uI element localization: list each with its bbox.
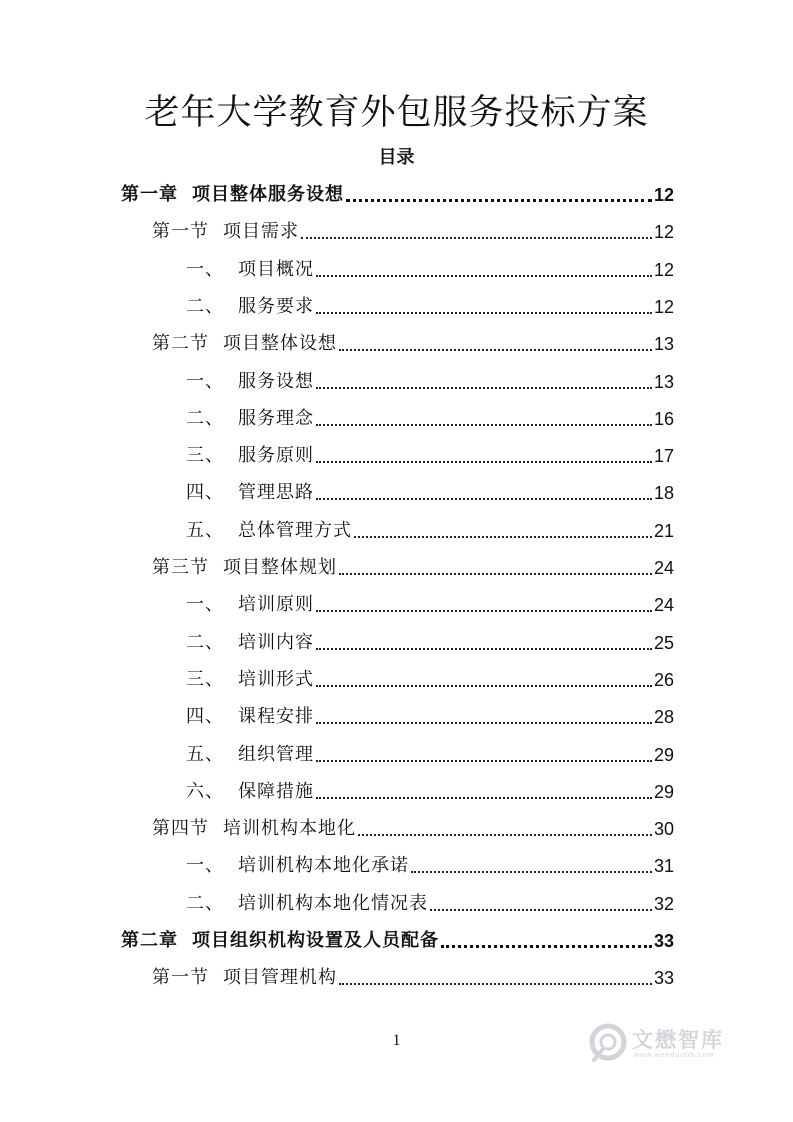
toc-entry[interactable] bbox=[186, 400, 674, 430]
toc-entry-number: 一、 bbox=[186, 258, 224, 280]
toc-entry[interactable] bbox=[186, 661, 674, 691]
toc-entry-title bbox=[121, 930, 439, 952]
toc-entry-number: 第一节 bbox=[152, 967, 209, 989]
toc-entry-number: 第二节 bbox=[152, 333, 209, 355]
toc-entry[interactable] bbox=[186, 885, 674, 915]
toc-entry-page: 13 bbox=[653, 371, 674, 392]
toc-entry-page: 29 bbox=[653, 781, 674, 802]
toc-entry-title bbox=[186, 482, 314, 504]
toc-entry-text: 项目整体设想 bbox=[223, 333, 337, 355]
toc-entry[interactable] bbox=[186, 363, 674, 393]
toc-entry-page: 12 bbox=[653, 296, 674, 317]
toc-entry-page: 33 bbox=[653, 968, 674, 989]
toc-entry[interactable] bbox=[121, 176, 674, 206]
toc-entry-number: 一、 bbox=[186, 855, 224, 877]
toc-entry-number: 第三节 bbox=[152, 557, 209, 578]
toc-entry[interactable] bbox=[152, 810, 674, 840]
toc-entry[interactable] bbox=[186, 773, 674, 803]
toc-entry-page: 24 bbox=[653, 558, 674, 578]
watermark bbox=[588, 1020, 758, 1070]
toc-entry-title bbox=[186, 781, 314, 803]
toc-leader-dots bbox=[316, 498, 652, 500]
toc-entry-number: 二、 bbox=[186, 892, 224, 914]
toc-entry-page: 30 bbox=[653, 819, 674, 840]
toc-entry-title bbox=[186, 893, 428, 915]
toc-entry[interactable] bbox=[152, 549, 674, 579]
toc-entry-page: 31 bbox=[653, 856, 674, 877]
toc-entry-text: 项目管理机构 bbox=[223, 967, 337, 989]
toc-entry-number: 第二章 bbox=[121, 930, 178, 951]
toc-entry-text: 服务要求 bbox=[238, 295, 314, 317]
toc-entry-title bbox=[186, 371, 314, 393]
toc-entry-text: 培训原则 bbox=[238, 594, 314, 616]
toc-entry[interactable] bbox=[186, 437, 674, 467]
toc-leader-dots bbox=[316, 424, 652, 426]
toc-entry-text: 服务设想 bbox=[238, 370, 314, 392]
toc-entry-title bbox=[186, 744, 314, 766]
toc-leader-dots bbox=[316, 760, 652, 762]
toc-entry[interactable] bbox=[186, 586, 674, 616]
toc-entry-number: 三、 bbox=[186, 668, 224, 690]
toc-entry-text: 服务理念 bbox=[238, 407, 314, 429]
toc-entry-page: 12 bbox=[653, 222, 674, 243]
toc-entry-text: 项目组织机构设置及人员配备 bbox=[192, 930, 439, 951]
toc-entry-text: 培训形式 bbox=[238, 668, 314, 690]
toc-entry-title bbox=[186, 408, 314, 430]
toc-entry[interactable] bbox=[152, 325, 674, 355]
toc-leader-dots bbox=[430, 909, 652, 911]
toc-entry-number: 第四节 bbox=[152, 818, 209, 840]
toc-entry-title bbox=[152, 967, 337, 989]
toc-entry-text: 保障措施 bbox=[238, 780, 314, 802]
toc-entry-number: 六、 bbox=[186, 780, 224, 802]
toc-entry-text: 管理思路 bbox=[238, 482, 314, 504]
toc-entry-page: 33 bbox=[653, 931, 674, 951]
toc-leader-dots bbox=[346, 199, 652, 202]
toc-leader-dots bbox=[316, 797, 652, 799]
toc-entry-number: 二、 bbox=[186, 407, 224, 429]
toc-entry-page: 16 bbox=[653, 408, 674, 429]
toc-entry-title bbox=[186, 594, 314, 616]
watermark-url: www.wenduolib.com bbox=[634, 1052, 715, 1059]
toc-entry-text: 项目整体规划 bbox=[223, 557, 337, 578]
toc-entry-title bbox=[152, 333, 337, 355]
toc-entry-text: 培训机构本地化 bbox=[223, 818, 356, 840]
toc-entry-text: 总体管理方式 bbox=[238, 519, 352, 541]
toc-entry[interactable] bbox=[186, 512, 674, 542]
toc-entry[interactable] bbox=[186, 624, 674, 654]
toc-entry-number: 第一节 bbox=[152, 221, 209, 243]
toc-leader-dots bbox=[358, 834, 652, 836]
toc-entry-number: 二、 bbox=[186, 631, 224, 653]
toc-entry-number: 四、 bbox=[186, 706, 224, 728]
toc-entry-page: 21 bbox=[653, 520, 674, 541]
toc-leader-dots bbox=[316, 312, 652, 314]
toc-entry-text: 组织管理 bbox=[238, 743, 314, 765]
toc-entry-page: 12 bbox=[653, 185, 674, 205]
toc-entry-number: 五、 bbox=[186, 743, 224, 765]
toc-entry-title bbox=[152, 221, 299, 243]
toc-entry-page: 12 bbox=[653, 259, 674, 280]
toc-entry-page: 26 bbox=[653, 669, 674, 690]
toc-entry-text: 课程安排 bbox=[238, 706, 314, 728]
toc-entry-number: 第一章 bbox=[121, 184, 178, 205]
toc-entry-page: 25 bbox=[653, 632, 674, 653]
toc-entry[interactable] bbox=[186, 847, 674, 877]
toc-leader-dots bbox=[301, 237, 652, 239]
toc-leader-dots bbox=[316, 648, 652, 650]
toc-entry-text: 项目整体服务设想 bbox=[192, 184, 344, 205]
toc-entry[interactable] bbox=[152, 213, 674, 243]
toc-entry-page: 29 bbox=[653, 744, 674, 765]
toc-entry-text: 培训内容 bbox=[238, 631, 314, 653]
toc-entry-number: 三、 bbox=[186, 445, 224, 467]
toc-entry-text: 项目需求 bbox=[223, 221, 299, 243]
toc-entry-page: 17 bbox=[653, 446, 674, 467]
toc-entry-text: 服务原则 bbox=[238, 445, 314, 467]
toc-entry[interactable] bbox=[186, 736, 674, 766]
ring-logo-icon bbox=[588, 1020, 628, 1068]
toc-entry-title bbox=[186, 296, 314, 318]
toc-entry-number: 一、 bbox=[186, 594, 224, 616]
toc-entry-title bbox=[186, 445, 314, 467]
toc-entry-title bbox=[186, 259, 314, 281]
toc-entry-number: 五、 bbox=[186, 519, 224, 541]
toc-entry[interactable] bbox=[152, 959, 674, 989]
toc-entry[interactable] bbox=[186, 288, 674, 318]
toc-leader-dots bbox=[354, 536, 652, 538]
toc-entry-text: 项目概况 bbox=[238, 258, 314, 280]
toc-leader-dots bbox=[316, 387, 652, 389]
toc-leader-dots bbox=[316, 610, 652, 612]
toc-entry-text: 培训机构本地化承诺 bbox=[238, 855, 409, 877]
toc-entry-title bbox=[152, 818, 356, 840]
toc-leader-dots bbox=[441, 945, 652, 948]
toc-leader-dots bbox=[339, 573, 652, 575]
toc-entry-number: 四、 bbox=[186, 482, 224, 504]
toc-entry-page: 32 bbox=[653, 893, 674, 914]
toc-entry-title bbox=[152, 557, 337, 579]
toc-entry-title bbox=[121, 184, 344, 206]
toc-entry-number: 二、 bbox=[186, 295, 224, 317]
toc-entry-page: 18 bbox=[653, 483, 674, 504]
toc-entry[interactable] bbox=[186, 474, 674, 504]
toc-entry-number: 一、 bbox=[186, 370, 224, 392]
toc-leader-dots bbox=[316, 461, 652, 463]
toc-entry[interactable] bbox=[186, 251, 674, 281]
toc-entry-title bbox=[186, 669, 314, 691]
toc-leader-dots bbox=[339, 349, 652, 351]
page-number: 1 bbox=[392, 1032, 401, 1049]
toc-entry-page: 24 bbox=[653, 595, 674, 616]
toc-entry-page: 13 bbox=[653, 334, 674, 355]
toc-entry-title bbox=[186, 632, 314, 654]
toc-leader-dots bbox=[411, 871, 652, 873]
document-title: 老年大学教育外包服务投标方案 bbox=[144, 93, 649, 133]
toc-leader-dots bbox=[316, 275, 652, 277]
toc-entry-title bbox=[186, 520, 352, 542]
toc-entry-page: 28 bbox=[653, 707, 674, 728]
toc-entry[interactable] bbox=[121, 922, 674, 952]
toc-leader-dots bbox=[316, 685, 652, 687]
toc-heading: 目录 bbox=[378, 147, 415, 168]
toc-entry-text: 培训机构本地化情况表 bbox=[238, 892, 428, 914]
toc-entry[interactable] bbox=[186, 698, 674, 728]
toc-entry-title bbox=[186, 706, 314, 728]
toc-leader-dots bbox=[316, 722, 652, 724]
watermark-name: 文懋智库 bbox=[632, 1028, 724, 1052]
toc-entry-title bbox=[186, 855, 409, 877]
toc-leader-dots bbox=[339, 983, 652, 985]
